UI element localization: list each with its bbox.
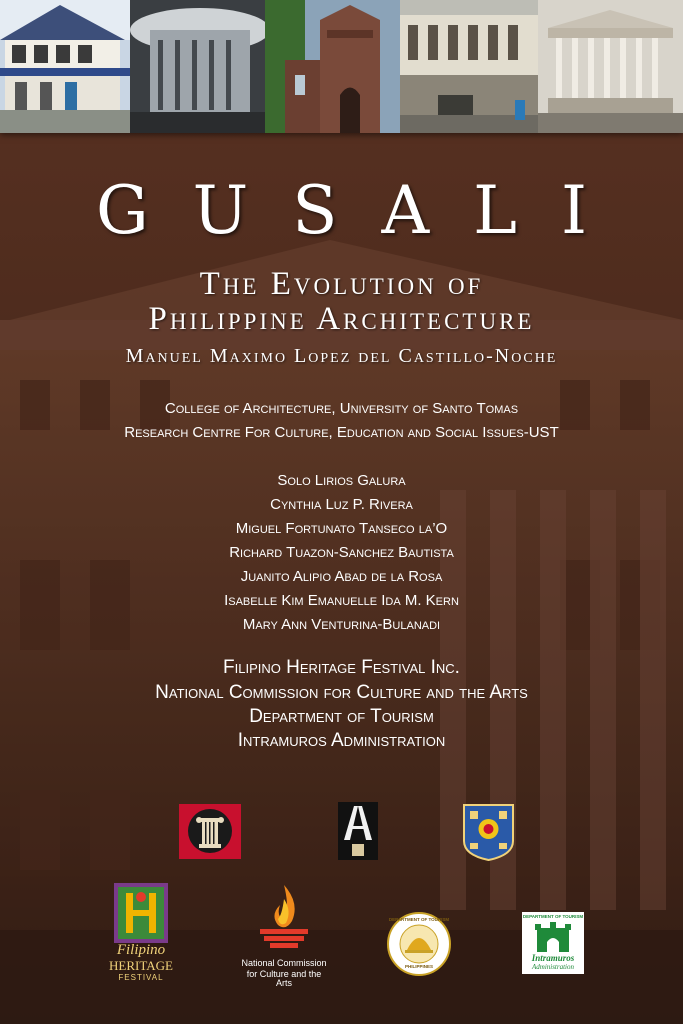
contributor-name: Cynthia Luz P. Rivera bbox=[270, 496, 413, 513]
heritage-photo-strip bbox=[0, 0, 683, 133]
intramuros-name-1: Intramuros bbox=[531, 953, 575, 963]
filipino-heritage-festival-logo bbox=[102, 883, 180, 991]
ionic-column-logo-icon bbox=[179, 804, 241, 859]
fhf-logo-text-1: Filipino bbox=[116, 942, 166, 958]
subtitle-line-2: Philippine Architecture bbox=[148, 301, 535, 337]
ncca-logo-text-1: National Commission bbox=[241, 958, 327, 968]
fhf-logo-text-3: FESTIVAL bbox=[118, 973, 164, 982]
institution-line: College of Architecture, University of Santo Tomas bbox=[164, 400, 519, 417]
photo-modern-building bbox=[130, 0, 265, 133]
contributor-name: Juanito Alipio Abad de la Rosa bbox=[240, 568, 443, 585]
contributor-name: Solo Lirios Galura bbox=[277, 472, 406, 489]
heritage-h-icon bbox=[114, 883, 168, 943]
institution-line: Research Centre For Culture, Education and Social Issues-UST bbox=[124, 424, 559, 441]
ncca-logo bbox=[238, 885, 330, 988]
architecture-college-logo-icon bbox=[338, 802, 378, 860]
ust-seal-logo-icon bbox=[462, 803, 515, 861]
contributor-name: Mary Ann Venturina-Bulanadi bbox=[242, 616, 441, 633]
photo-church bbox=[265, 0, 400, 133]
book-title: GUSALI bbox=[95, 172, 632, 249]
organization-line: Department of Tourism bbox=[249, 706, 434, 727]
organization-line: National Commission for Culture and the Arts bbox=[155, 682, 528, 703]
contributor-name: Isabelle Kim Emanuelle Ida M. Kern bbox=[224, 592, 459, 609]
author-name: Manuel Maximo Lopez del Castillo-Noche bbox=[125, 345, 558, 367]
photo-bahay-na-bato bbox=[0, 0, 130, 133]
photo-neoclassical-building bbox=[538, 0, 683, 133]
ncca-logo-text-2: for Culture and the Arts bbox=[246, 969, 322, 988]
organization-line: Filipino Heritage Festival Inc. bbox=[223, 657, 460, 678]
dot-ring-top-text: DEPARTMENT OF TOURISM bbox=[388, 917, 450, 922]
contributor-name: Richard Tuazon-Sanchez Bautista bbox=[229, 544, 454, 561]
subtitle-line-1: The Evolution of bbox=[199, 266, 484, 302]
photo-colonial-street bbox=[400, 0, 538, 133]
dot-ring-bottom-text: PHILIPPINES bbox=[404, 964, 433, 969]
ncca-flame-icon bbox=[256, 885, 312, 955]
fhf-logo-text-2: HERITAGE bbox=[109, 958, 173, 973]
intramuros-administration-logo bbox=[522, 912, 584, 974]
intramuros-top-text: DEPARTMENT OF TOURISM bbox=[522, 914, 584, 919]
contributor-name: Miguel Fortunato Tanseco la’O bbox=[235, 520, 448, 537]
intramuros-gate-icon bbox=[533, 922, 573, 952]
organization-line: Intramuros Administration bbox=[237, 730, 446, 751]
department-of-tourism-logo bbox=[387, 912, 451, 976]
intramuros-name-2: Administration bbox=[531, 963, 574, 971]
